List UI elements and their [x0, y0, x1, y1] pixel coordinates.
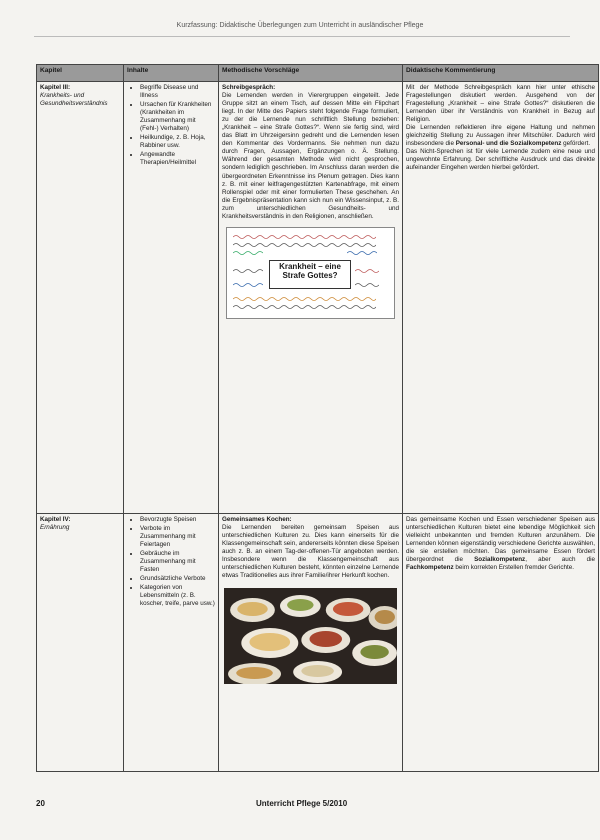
contents-cell	[124, 514, 219, 772]
list-item: • Ursachen für Krankheiten (Krankheiten im Zusammenhang mit (Fehl-) Verhalten)	[140, 101, 215, 133]
method-text: Die Lernenden werden in Vierergruppen eingeteilt. Jede Gruppe sitzt an einem Tisch, auf dessen Mitte ein Flipchart liegt. In der Mitte des Papiers steht folgende Frage formuliert, zu der die Lernende nun schriftlich Stellung beziehen: „Krankheit – eine Strafe Gottes?“. Wenn sie fertig sind, wird das Blatt im Uhrzeigersinn gedreht und die Lernenden lesen den Kommentar des Vordermanns. Sie nehmen nun dazu durch Fragen, Aussagen, Ergänzungen o. Ä. Stellung. Während der gesamten Methode wird nicht gesprochen, sondern lediglich geschrieben. Im Anschluss daran werden die übergeordneten Erkenntnisse ins Plenum getragen. Dies kann z. B. mit einer leitfragengestützten Kartenabfrage, mit einem Rollenspiel oder mit einer formulierten These geschehen. An die Ergebnispräsentation kann sich nun ein Wissensinput, z. B. zum unterschiedlichen Gesundheits- und Krankheitsverständnis in den Religionen, anschließen.	[222, 92, 399, 220]
header-divider	[34, 36, 570, 37]
page-number: 20	[36, 799, 45, 808]
list-item: • Grundsätzliche Verbote	[140, 575, 215, 583]
table-header-row	[37, 65, 599, 82]
didactic-paragraph: Das Nicht-Sprechen ist für viele Lernende zudem eine neue und ungewohnte Erfahrung. Der schriftliche Ausdruck und das direkte aufeinander Eingehen werden hierbei gefördert.	[406, 148, 595, 172]
column-header-didactic: Didaktische Kommentierung	[403, 65, 599, 82]
didactic-cell	[403, 514, 599, 772]
scribble-line	[233, 234, 376, 240]
method-title: Schreibgespräch:	[222, 84, 276, 91]
didactic-paragraph: Mit der Methode Schreibgespräch kann hier unter ethische Fragestellungen diskutiert werden. Ausgehend von der Fragestellung „Krankheit – eine Strafe Gottes?“ diskutieren die Lernenden über ihr Verständnis von Krankheit in Bezug auf Religion.	[406, 84, 595, 124]
list-item: • Angewandte Therapien/Heilmittel	[140, 151, 215, 167]
method-title: Gemeinsames Kochen:	[222, 516, 292, 523]
chapter-subtitle: Ernährung	[40, 524, 70, 532]
methods-cell	[219, 82, 403, 514]
chapter-subtitle: Krankheits- und Gesundheitsverständnis	[40, 92, 108, 108]
list-item: • Begriffe Disease und Illness	[140, 84, 215, 100]
column-header-methods: Methodische Vorschläge	[219, 65, 403, 82]
scribble-line	[233, 268, 263, 274]
chapter-title: Kapitel III:	[40, 84, 71, 91]
methods-cell	[219, 514, 403, 772]
scribble-line	[355, 268, 379, 274]
page-header: Kurzfassung: Didaktische Überlegungen zum Unterricht in ausländischer Pflege	[176, 22, 424, 29]
didactic-paragraph: Das gemeinsame Kochen und Essen verschiedener Speisen aus unterschiedlichen Kulturen bietet eine lebendige Möglichkeit sich vielleicht unbekannten und fremden Kulturen anzunähern. Die Lernenden können eigenständig verschiedene Gerichte auswählen, die sie erstellen möchten. Das gemeinsame Essen fördert übergeordnet die Sozialkompetenz, aber auch die Fachkompetenz beim korrekten Erstellen fremder Gerichte.	[406, 516, 595, 572]
chapter-cell	[37, 82, 124, 514]
lesson-table	[36, 64, 599, 772]
didactic-cell	[403, 82, 599, 514]
food-photo	[224, 588, 397, 684]
scribble-line	[233, 282, 263, 288]
contents-cell	[124, 82, 219, 514]
didactic-paragraph: Die Lernenden reflektieren ihre eigene Haltung und nehmen gleichzeitig Stellung zu Aussagen ihrer Mitschüler. Dadurch wird insbesondere die Personal- und die Sozialkompetenz gefördert.	[406, 124, 595, 148]
table-row	[37, 514, 599, 772]
scribble-line	[347, 250, 377, 256]
list-item: • Gebräuche im Zusammenhang mit Fasten	[140, 550, 215, 574]
scribble-line	[233, 242, 376, 248]
chapter-cell	[37, 514, 124, 772]
list-item: • Kategorien von Lebensmitteln (z. B. koscher, treife, parve usw.)	[140, 584, 215, 608]
food-photo-illustration	[224, 588, 397, 684]
table-row	[37, 82, 599, 514]
method-text: Die Lernenden bereiten gemeinsam Speisen aus unterschiedlichen Kulturen zu. Dies kann einerseits für die Klassengemeinschaft sein, andererseits könnten diese Speisen auch z. B. an einem Tag-der-offenen-Tür angeboten werden. Insbesondere wenn die Klassengemeinschaft aus unterschiedlichen Kulturen besteht, könnten einzelne Lernende etwas Traditionelles aus ihrer Familie/ihrer Herkunft kochen.	[222, 524, 399, 580]
list-item: • Heilkundige, z. B. Hoja, Rabbiner usw.	[140, 134, 215, 150]
list-item: • Bevorzugte Speisen	[140, 516, 215, 524]
chapter-title: Kapitel IV:	[40, 516, 71, 523]
scribble-line	[233, 296, 376, 302]
column-header-chapter: Kapitel	[37, 65, 124, 82]
scribble-line	[233, 250, 263, 256]
column-header-contents: Inhalte	[124, 65, 219, 82]
scribble-line	[355, 282, 379, 288]
list-item: • Verbote im Zusammenhang mit Feiertagen	[140, 525, 215, 549]
journal-footer: Unterricht Pflege 5/2010	[256, 799, 348, 808]
scribble-line	[233, 304, 376, 310]
flipchart-illustration	[226, 227, 395, 319]
flipchart-question: Krankheit – eine Strafe Gottes?	[269, 260, 351, 289]
